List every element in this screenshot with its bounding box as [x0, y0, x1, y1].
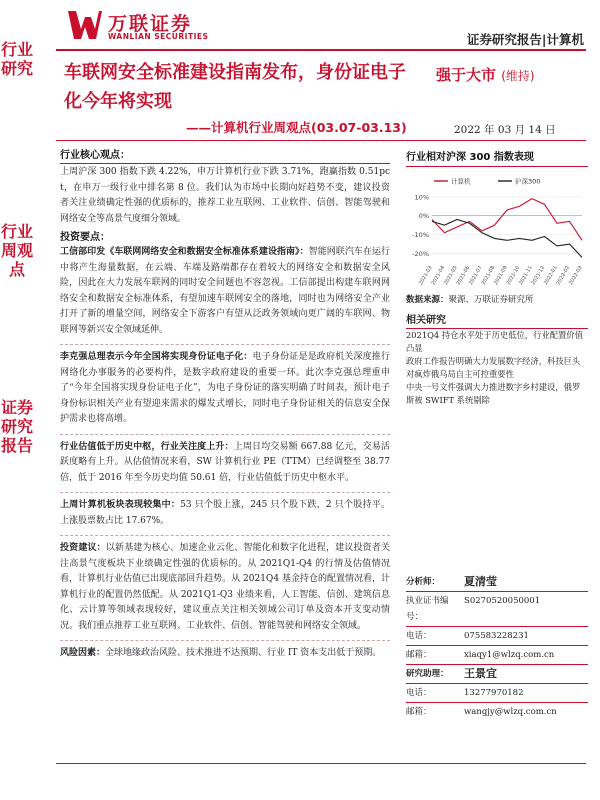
- point-3-text: 上周日均交易额 667.88 亿元，交易活跃度略有上升。从估值情况来看，SW 计算机行业 PE（TTM）已经调整至 38.77 倍，低于 2016 年至今历史均值 50.61 倍，行业估值低于历史中枢水平。: [60, 441, 390, 483]
- rating-main: 强于大市: [436, 66, 497, 84]
- divider: [60, 434, 390, 435]
- main-column: [60, 148, 390, 662]
- side-label-industry-research: 行业研究: [0, 40, 33, 78]
- x-tick-label: 2021-09: [493, 265, 509, 287]
- side-label-securities-report: 证券研究报告: [0, 398, 33, 455]
- analyst-block: [406, 574, 588, 720]
- core-view-text: 上周沪深 300 指数下跌 4.22%，申万计算机行业下跌 3.71%，跑赢指数 0.51pct，在申万一级行业中排名第 8 位。我们认为市场中长期向好趋势不变，建议投资者关注业绩确定性强的优质标的，推荐工业互联网、工业软件、信创、智能驾驶和网络安全等高景气度细分领域。: [60, 167, 390, 224]
- email-row: [406, 647, 588, 663]
- divider: [406, 591, 588, 592]
- email2-address[interactable]: wangjy@wlzq.com.cn: [464, 707, 557, 717]
- point-6-text: 全球地缘政治风险、技术推进不达预期、行业 IT 资本支出低于预期。: [105, 648, 382, 658]
- legend-label: 沪深300: [515, 177, 541, 186]
- rating: [436, 64, 535, 85]
- point-2-text: 电子身份证是是政府机关深度推行网络化办事服务的必要构件，是数字政府建设的重要一环。此次李克强总理重申了“今年全国将实现身份证电子化”，为电子身份证的落实明确了时间表，预计电子身份标识相关产业有望迎来需求的爆发式增长，同时电子身份证相关的信息安全保护需求也将高增。: [60, 352, 390, 424]
- divider: [60, 535, 390, 536]
- assistant-label: 研究助理：: [406, 669, 449, 679]
- x-tick-label: 2022-02: [555, 265, 572, 287]
- title-divider: [56, 140, 586, 141]
- y-tick-label: 10%: [414, 193, 429, 202]
- point-1-text: 智能网联汽车在运行中将产生海量数据，在云端、车端及路端都存在着较大的网络安全和数据安全风险，因此在大力发展车联网的同时安全问题也不容忽视。工信部提出构建车联网网络安全和数据安全标准体系，有望加速车联网安全的落地，同时也为网络安全产业打开了新的增量空间，网络安全下游客户有望从泛政务领域向更广阔的车联网、物联网等新兴安全领域延伸。: [60, 247, 390, 335]
- point-3-lead: 行业估值低于历史中枢，行业关注度上升：: [60, 441, 234, 452]
- phone2-label: 电话：: [406, 688, 432, 698]
- report-title: 车联网安全标准建设指南发布，身份证电子化今年将实现: [64, 62, 406, 112]
- point-5: [60, 541, 390, 634]
- brand-name-cn: 万联证券: [108, 13, 193, 35]
- point-5-text: 以新基建为核心、加速企业云化、智能化和数字化进程，建议投资者关注高景气度板块下业绩确定性强的优质标的。从 2021Q1-Q4 的行情及估值情况看，计算机行业估值已出现底部回升趋势。从 2021Q4 基金持仓的配置情况看，计算机行业的配置仍然低配。从 2021Q1-Q3 业绩来看，人工智能、信创、建筑信息化、云计算等领域表现较好，建议重点关注相关领域公司订单及资本开支变动情况。我们重点推荐工业互联网、工业软件、信创、智能驾驶和网络安全领域。: [60, 543, 390, 631]
- divider: [60, 492, 390, 493]
- related-item[interactable]: 中央一号文件强调大力推进数字乡村建设，俄罗斯被 SWIFT 系统剔除: [406, 382, 581, 405]
- phone2-number: 13277970182: [464, 688, 524, 698]
- point-2-lead: 李克强总理表示今年全国将实现身份证电子化：: [60, 352, 253, 362]
- related-item[interactable]: 2021Q4 持仓水平处于历史低位，行业配置价值凸显: [406, 330, 583, 353]
- x-tick-label: 2021-11: [518, 265, 534, 287]
- x-tick-label: 2021-12: [530, 265, 547, 287]
- divider: [60, 344, 390, 345]
- y-tick-label: -10%: [412, 231, 429, 240]
- divider: [406, 702, 588, 703]
- data-source: [406, 293, 588, 305]
- x-tick-label: 2021-06: [455, 265, 472, 287]
- series-line: [432, 219, 582, 257]
- phone2-row: [406, 685, 588, 701]
- analyst-label: 分析师：: [406, 577, 441, 587]
- performance-chart-svg: [406, 171, 588, 291]
- performance-chart: [406, 171, 588, 291]
- report-type: 证券研究报告|计算机: [466, 32, 584, 47]
- report-subtitle: ——计算机行业周观点(03.07-03.13): [186, 120, 407, 135]
- email2-label: 邮箱：: [406, 707, 432, 717]
- license-label: 执业证书编号：: [406, 596, 449, 622]
- core-view-heading: 行业核心观点：: [60, 148, 390, 164]
- y-tick-label: -20%: [412, 250, 429, 259]
- point-4-lead: 上周计算机板块表现较集中：: [60, 500, 181, 510]
- invest-points-heading: 投资要点：: [60, 232, 110, 243]
- point-1-lead: 工信部印发《车联网网络安全和数据安全标准体系建设指南》：: [60, 247, 309, 257]
- license-row: [406, 593, 588, 625]
- related-item[interactable]: 政府工作报告明确大力发展数字经济，科技巨头对疯炸俄乌局自主可控重要性: [406, 356, 581, 379]
- analyst-name: 夏清莹: [464, 575, 497, 588]
- divider: [406, 683, 588, 684]
- email-label: 邮箱：: [406, 650, 432, 660]
- right-column: [406, 148, 588, 407]
- x-tick-label: 2021-08: [480, 265, 497, 287]
- assistant-row: [406, 666, 588, 682]
- y-tick-label: 0%: [418, 212, 429, 221]
- phone-label: 电话：: [406, 631, 432, 641]
- point-4-text: 53 只个股上涨，245 只个股下跌，2 只个股持平。上涨股票数占比 17.67%。: [60, 500, 390, 526]
- license-number: S0270520050001: [464, 596, 541, 606]
- analyst-row: [406, 574, 588, 590]
- header-divider: [56, 49, 586, 51]
- data-source-label: 数据来源：: [406, 295, 449, 305]
- point-5-lead: 投资建议：: [60, 543, 106, 553]
- x-tick-label: 2021-04: [430, 265, 447, 287]
- legend-label: 计算机: [451, 177, 471, 186]
- brand-logo: [66, 7, 246, 45]
- email2-row: [406, 704, 588, 720]
- x-tick-label: 2021-10: [505, 265, 522, 287]
- x-tick-label: 2022-01: [543, 265, 559, 287]
- x-tick-label: 2021-05: [443, 265, 459, 287]
- point-1: [60, 245, 390, 338]
- x-tick-label: 2022-03: [568, 265, 584, 287]
- divider: [406, 626, 588, 627]
- point-3: [60, 440, 390, 487]
- point-2: [60, 350, 390, 428]
- divider: [60, 640, 390, 641]
- series-line: [432, 199, 582, 241]
- divider: [406, 664, 588, 665]
- point-6-lead: 风险因素：: [60, 648, 106, 658]
- point-4: [60, 498, 390, 529]
- report-date: 2022 年 03 月 14 日: [454, 124, 556, 136]
- point-6: [60, 646, 390, 662]
- phone-row: [406, 628, 588, 644]
- divider: [406, 645, 588, 646]
- phone-number: 075583228231: [464, 631, 529, 641]
- x-tick-label: 2021-03: [418, 265, 434, 287]
- brand-name-en: WANLIAN SECURITIES: [108, 32, 209, 41]
- chart-title: 行业相对沪深 300 指数表现: [406, 148, 588, 167]
- related-research-heading: 相关研究: [406, 311, 588, 329]
- footer-divider: [56, 763, 586, 764]
- data-source-text: 聚源、万联证券研究所: [448, 295, 534, 305]
- x-tick-label: 2021-07: [468, 265, 484, 287]
- email-address[interactable]: xiaqy1@wlzq.com.cn: [464, 650, 555, 660]
- assistant-name: 王景宜: [464, 667, 497, 680]
- side-label-weekly-view: 行业周观点: [0, 222, 33, 279]
- rating-sub: (维持): [501, 69, 535, 83]
- wanlian-logo-icon: [66, 7, 102, 43]
